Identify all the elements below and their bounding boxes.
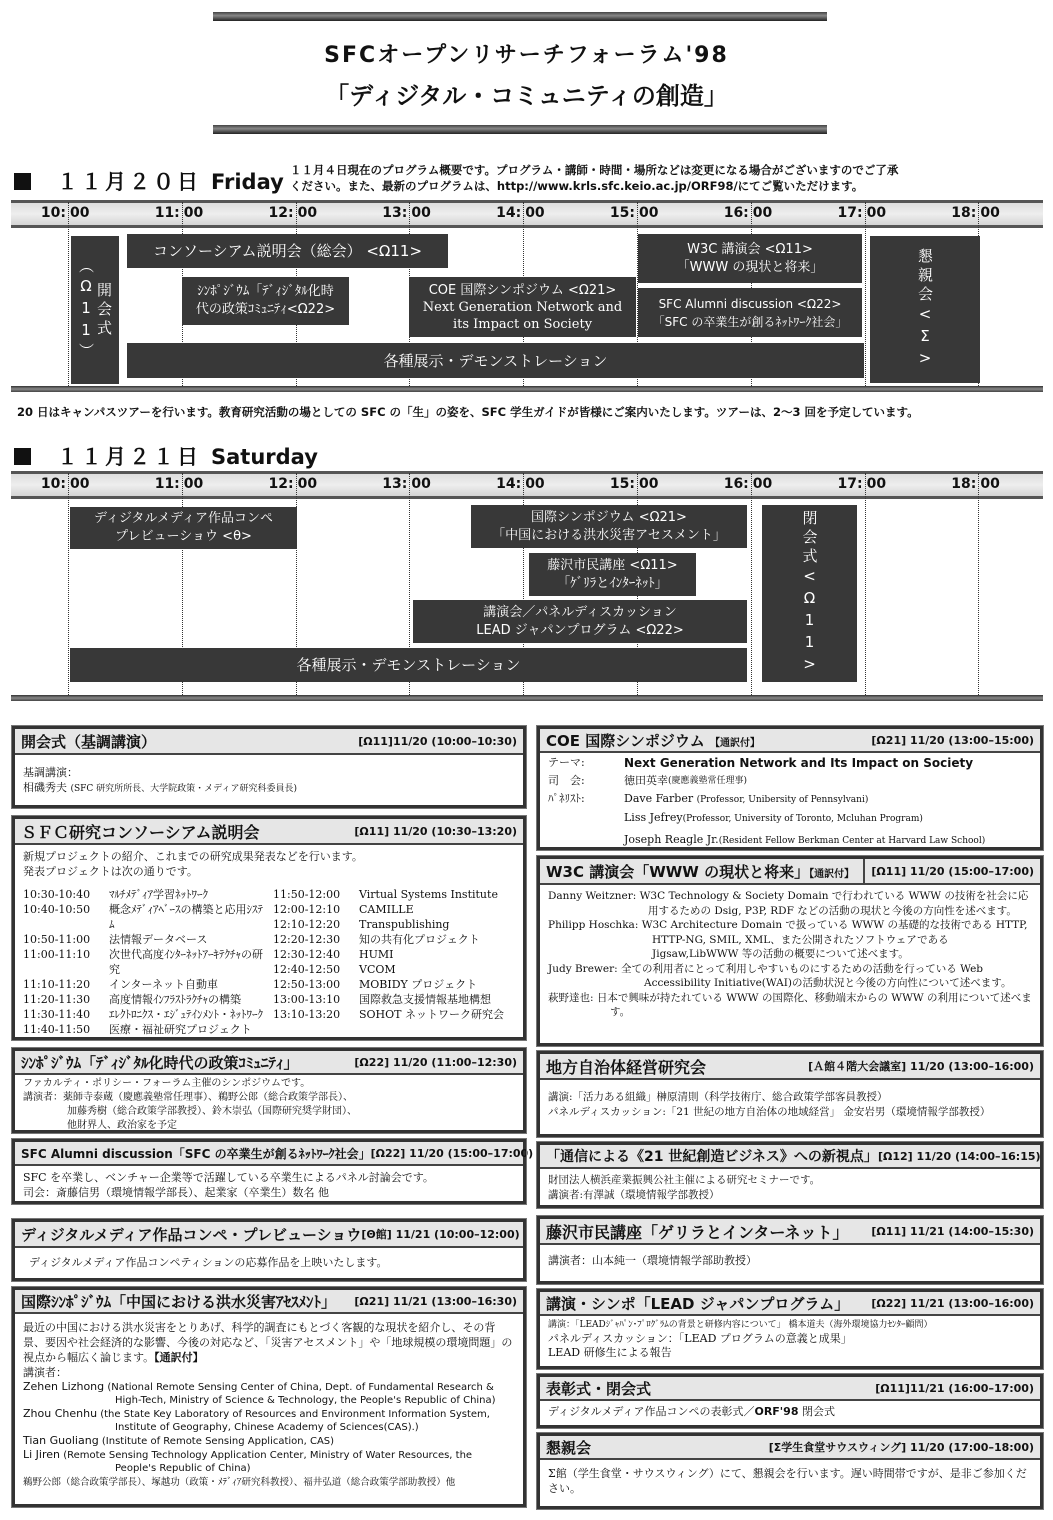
theme-text: Next Generation Network and Its Impact on Society (624, 756, 974, 770)
saturday-exhibits[interactable] (70, 648, 747, 682)
box-text: 司会：斎藤信男（環境情報学部長）、起業家（卒業生）数名 他 (23, 1186, 329, 1199)
event-label: its Impact on Society (452, 316, 593, 332)
project-time: 12:50-13:00 (273, 978, 341, 991)
tick-hour: 16: (723, 205, 749, 221)
panelist-affil: (Professor, Unibersity of Pennsylvani) (696, 795, 869, 805)
box-text: 鵜野公郎（総合政策学部長）、塚越功（政策・ﾒﾃﾞｨｱ研究科教授）、福井弘道（総合政策学部助教授）他 (23, 1477, 456, 1488)
box-business-seminar (537, 1142, 1043, 1208)
box-when: [Ω12] 11/20 (14:00–16:15) (877, 1149, 1041, 1163)
bullet-square-icon (14, 173, 31, 190)
saturday-time-axis (11, 471, 1043, 499)
saturday-china-symposium[interactable] (471, 505, 747, 548)
event-label: 開会式（Ω11） (77, 258, 113, 362)
event-label: Next Generation Network and (422, 299, 623, 315)
tick-minute: 00 (297, 476, 318, 492)
box-text (23, 780, 515, 797)
speaker-name: Philipp Hoschka: (548, 919, 639, 931)
project-time: 12:00-12:10 (273, 903, 341, 916)
speaker-name: Tian Guoliang (23, 1434, 99, 1447)
project-row (273, 977, 515, 992)
box-when: [Ω11] 11/20 (10:30–13:20) (354, 824, 517, 838)
event-label: 講演会／パネルディスカッション (483, 604, 677, 620)
box-fujisawa-lecture (537, 1216, 1043, 1284)
project-name: 法情報データベース (109, 933, 208, 946)
panelist (624, 790, 985, 809)
friday-exhibits[interactable] (127, 343, 864, 378)
box-title (546, 730, 760, 751)
project-name: 高度情報ｲﾝﾌﾗｽﾄﾗｸﾁｬの構築 (109, 993, 241, 1006)
event-label: ディジタルメディア作品コンペ (93, 511, 273, 526)
event-label: COE 国際シンポジウム <Ω21> (428, 282, 617, 298)
box-text: パネルディスカッション：「LEAD プログラムの意義と成果」 (548, 1332, 852, 1345)
text-part: ディジタルメディア作品コンペの表彰式／ (548, 1405, 755, 1418)
tick-hour: 10: (40, 205, 66, 221)
project-row (23, 1007, 265, 1022)
box-when: [Ω11]11/21 (16:00–17:00) (875, 1381, 1034, 1395)
event-label: W3C 講演会 <Ω11> (687, 241, 813, 257)
project-name: 知の共有化プロジェクト (359, 933, 480, 946)
text-part: 閉会式 (798, 1405, 835, 1418)
hour-gridline (68, 202, 69, 390)
tick-minute: 00 (639, 205, 659, 221)
project-row (273, 1007, 515, 1022)
speaker-entry (23, 1407, 515, 1434)
speaker-name: Judy Brewer: (548, 962, 618, 975)
friday-reception[interactable] (870, 236, 980, 383)
saturday-weekday: Saturday (211, 445, 318, 469)
project-name: 次世代高度ｲﾝﾀｰﾈｯﾄｱｰｷﾃｸﾁｬの研究 (109, 948, 263, 976)
project-row (273, 962, 515, 977)
project-name: HUMI (359, 948, 394, 961)
project-name: VCOM (359, 963, 396, 976)
project-name: 国際救急支援情報基地構想 (359, 993, 491, 1006)
row-label: ﾊﾟﾈﾘｽﾄ: (548, 792, 585, 805)
coe-panel-row (548, 790, 1032, 850)
interpretation-tag: 【通訳付】 (809, 868, 855, 880)
project-row (23, 932, 265, 947)
project-time: 12:30-12:40 (273, 948, 341, 961)
speaker-text: W3C Technology & Society Domain で行われている WWW の技術を社会に応用するための Dsig, P3P, RDF などの活動の現状と今後の方向性を述べます。 (639, 890, 1029, 917)
panelist-name: Liss Jefrey (624, 811, 683, 824)
box-text (548, 1404, 1032, 1419)
saturday-digital-media-preview[interactable] (70, 507, 297, 549)
event-label: コンソーシアム説明会（総会） <Ω11> (152, 242, 423, 260)
project-row (273, 917, 515, 932)
event-label: 国際シンポジウム <Ω21> (531, 509, 687, 525)
speaker-text: 日本で興味が持たれている WWW の国際化、移動端末からの WWW の利用について述べます。 (596, 991, 1032, 1018)
hour-gridline (68, 473, 69, 699)
event-label: プレビューショウ <θ> (115, 529, 252, 544)
panelist (624, 809, 985, 828)
box-alumni (12, 1139, 534, 1204)
saturday-fujisawa-lecture[interactable] (529, 553, 696, 596)
speaker-text: W3C Architecture Domain で扱っている WWW の基礎的な技術である HTTP, HTTP-NG, SMIL, XML、また公開されたソフトウェアである Jigsaw,LibWWW 等の活動の概要について述べます。 (641, 919, 1028, 960)
project-time: 10:40-10:50 (23, 903, 91, 916)
tick-hour: 18: (951, 205, 977, 221)
tick-minute: 00 (411, 205, 431, 221)
friday-opening-ceremony[interactable] (71, 236, 119, 384)
speaker-entry (23, 1380, 515, 1407)
speaker-affil: (the State Key Laboratory of Resources and Environment Information System, Institute of Geography, Chinese Academy of Sciences(CAS).) (100, 1409, 490, 1433)
hour-gridline (751, 473, 752, 699)
project-time: 11:30-11:40 (23, 1008, 91, 1021)
friday-w3c-lecture[interactable] (638, 234, 862, 283)
tick-hour: 13: (382, 205, 408, 221)
tick-minute: 00 (752, 205, 773, 221)
box-title: ディジタルメディア作品コンペ・プレビューショウ (21, 1225, 362, 1244)
tick-minute: 00 (525, 205, 545, 221)
box-when: [Ω22] 11/20 (15:00–17:00) (370, 1146, 534, 1160)
event-label: 「SFC の卒業生が創るﾈｯﾄﾜｰｸ社会」 (652, 314, 848, 329)
tick-hour: 10: (40, 476, 66, 492)
saturday-heading (14, 441, 318, 471)
notice-line-2: ください。また、最新のプログラムは、http://www.krls.sfc.keio.ac.jp/ORF98/にてご覧いただけます。 (290, 179, 864, 193)
box-text: 財団法人横浜産業振興公社主催による研究セミナーです。 (548, 1174, 821, 1186)
tick-minute: 00 (525, 476, 545, 492)
box-text (23, 1320, 515, 1365)
speaker-name: 萩野達也: (548, 991, 594, 1004)
box-china-symposium (12, 1287, 526, 1507)
tick-minute: 00 (980, 476, 1000, 492)
tick-hour: 17: (837, 476, 863, 492)
tick-hour: 16: (723, 476, 749, 492)
panelist-affil: (Professor, University of Toronto, Mcluhan Program) (682, 814, 923, 824)
friday-coe-symposium[interactable] (409, 277, 636, 337)
tick-minute: 00 (980, 205, 1000, 221)
box-title: SFC Alumni discussion「SFC の卒業生が創るﾈｯﾄﾜｰｸ社会」 (21, 1146, 371, 1161)
box-title: ＳＦＣ研究コンソーシアム説明会 (21, 822, 260, 842)
box-text: ディジタルメディア作品コンペティションの応募作品を上映いたします。 (29, 1256, 388, 1269)
box-text: 発表プロジェクトは次の通りです。 (23, 865, 198, 878)
project-time: 12:20-12:30 (273, 933, 341, 946)
project-row (23, 1022, 265, 1037)
hour-gridline (865, 473, 866, 699)
tick-minute: 00 (183, 205, 204, 221)
speaker-affil: (SFC 研究所所長、大学院政策・メディア研究科委員長) (70, 784, 297, 794)
speaker-entry (23, 1448, 515, 1475)
tick-minute: 00 (411, 476, 431, 492)
row-label: 司 会: (548, 774, 585, 787)
tick-hour: 14: (496, 476, 522, 492)
box-text: Σ館（学生食堂・サウスウィング）にて、懇親会を行います。遅い時間帯ですが、是非ご参加ください。 (548, 1467, 1027, 1495)
box-reception (537, 1433, 1043, 1509)
box-title: 藤沢市民講座「ゲリラとインターネット」 (546, 1222, 849, 1242)
text-part: ORF'98 (754, 1405, 799, 1418)
speaker-name: Zehen Lizhong (23, 1380, 105, 1393)
tick-minute: 00 (752, 476, 773, 492)
project-row (23, 887, 265, 902)
forum-title: SFCオープンリサーチフォーラム'98 (324, 43, 729, 68)
box-text: ファカルティ・ポリシー・フォーラム主催のシンポジウムです。 (23, 1078, 311, 1089)
tick-minute: 00 (297, 205, 318, 221)
project-time: 11:40-11:50 (23, 1023, 91, 1036)
box-title: 国際ｼﾝﾎﾟｼﾞｳﾑ「中国における洪水災害ｱｾｽﾒﾝﾄ」 (21, 1292, 337, 1311)
box-title: 表彰式・閉会式 (546, 1379, 652, 1398)
tick-minute: 00 (639, 476, 659, 492)
box-when: [Ａ館４階大会議室] 11/20 (13:00–16:00) (808, 1060, 1034, 1073)
friday-alumni-discussion[interactable] (638, 288, 862, 337)
panelist-name: Dave Farber (624, 792, 697, 805)
box-w3c-lecture (537, 856, 1043, 1046)
project-time: 12:40-12:50 (273, 963, 341, 976)
friday-policy-symposium[interactable] (182, 277, 349, 325)
forum-subtitle: 「ディジタル・コミュニティの創造」 (325, 82, 728, 110)
tick-hour: 12: (268, 205, 294, 221)
box-lead-program (537, 1289, 1043, 1369)
title-rule-bottom (213, 125, 827, 134)
box-text: 基調講演： (23, 766, 78, 779)
saturday-closing-ceremony[interactable] (762, 505, 857, 682)
box-when: [Ω11] 11/20 (15:00–17:00) (863, 859, 1040, 883)
program-notice (290, 162, 1045, 194)
box-title: 懇親会 (546, 1438, 592, 1457)
tick-hour: 12: (268, 476, 294, 492)
box-title: ｼﾝﾎﾟｼﾞｳﾑ「ﾃﾞｨｼﾞﾀﾙ化時代の政策ｺﾐｭﾆﾃｨ」 (21, 1053, 299, 1072)
project-name: MOBIDY プロジェクト (359, 978, 478, 991)
friday-weekday: Friday (211, 170, 284, 194)
tick-hour: 15: (609, 476, 635, 492)
project-name: インターネット自動車 (109, 978, 219, 991)
friday-axis-bottom (11, 386, 1043, 392)
project-row (273, 902, 515, 917)
tick-hour: 18: (951, 476, 977, 492)
box-when: [Ω21] 11/20 (13:00–15:00) (871, 733, 1034, 747)
project-row (273, 947, 515, 962)
box-text: LEAD 研修生による報告 (548, 1346, 672, 1359)
box-opening (12, 726, 526, 808)
tick-minute: 00 (866, 205, 887, 221)
panelist-name: Joseph Reagle Jr. (624, 833, 719, 846)
w3c-speaker-entry (548, 991, 1032, 1020)
event-label: ｼﾝﾎﾟｼﾞｳﾑ「ﾃﾞｨｼﾞﾀﾙ化時 (197, 284, 334, 299)
row-label: テーマ: (548, 756, 585, 769)
friday-time-axis (11, 200, 1043, 228)
saturday-date: １１月２１日 (57, 445, 201, 469)
event-label: 各種展示・デモンストレーション (296, 656, 521, 674)
friday-date: １１月２０日 (57, 170, 201, 194)
box-when: [Ω22] 11/21 (13:00–16:00) (871, 1296, 1034, 1310)
event-label: LEAD ジャパンプログラム <Ω22> (476, 622, 684, 638)
w3c-speaker-entry (548, 918, 1032, 962)
box-when: [Ω21] 11/21 (13:00–16:30) (354, 1294, 517, 1308)
title-text: COE 国際シンポジウム (546, 731, 705, 750)
box-text: 講演：「LEADｼﾞｬﾊﾟﾝ･ﾌﾟﾛｸﾞﾗﾑの背景と研修内容について」 橋本道夫（海外環境協力ｾﾝﾀｰ顧問） (548, 1320, 933, 1330)
project-time: 10:30-10:40 (23, 888, 91, 901)
saturday-axis-bottom (11, 695, 1043, 701)
speaker-name: Zhou Chenhu (23, 1407, 98, 1420)
box-text: 加藤秀樹（総合政策学部教授）、鈴木崇弘（国際研究奨学財団）、 (67, 1106, 357, 1117)
chair-affil: (慶應義塾常任理事) (668, 776, 748, 786)
box-text: 講演者： (23, 1366, 67, 1379)
tick-hour: 15: (609, 205, 635, 221)
speaker-entry (23, 1434, 515, 1448)
coe-chair-row (548, 772, 1032, 790)
campus-tour-note: 20 日はキャンパスツアーを行います。教育研究活動の場としての SFC の「生」の姿を、SFC 学生ガイドが皆様にご案内いたします。ツアーは、2〜3 回を予定しています。 (17, 405, 919, 419)
project-name: ｴﾚｸﾄﾛﾆｸｽ・ｴｼﾞｭﾃｲﾝﾒﾝﾄ・ﾈｯﾄﾜｰｸ (109, 1008, 263, 1021)
interpretation-tag: 【通訳付】 (154, 1351, 204, 1364)
box-awards-closing (537, 1374, 1043, 1428)
bullet-square-icon (14, 448, 31, 465)
box-when: [Ω11]11/20 (10:00–10:30) (358, 734, 517, 748)
box-when: [Ω11] 11/21 (14:00–15:30) (871, 1224, 1034, 1238)
friday-consortium[interactable] (127, 234, 448, 268)
project-row (273, 887, 515, 902)
tick-minute: 00 (70, 476, 90, 492)
tick-minute: 00 (183, 476, 204, 492)
box-text: SFC を卒業し、ベンチャー企業等で活躍している卒業生によるパネル討論会です。 (23, 1171, 434, 1184)
project-time: 12:10-12:20 (273, 918, 341, 931)
project-time: 11:20-11:30 (23, 993, 91, 1006)
event-label: 各種展示・デモンストレーション (383, 351, 608, 370)
box-coe-symposium (537, 726, 1043, 850)
tick-minute: 00 (866, 476, 887, 492)
coe-theme-row (548, 754, 1032, 772)
box-text: パネルディスカッション:「21 世紀の地方自治体の地域経営」 金安岩男（環境情報学部教授） (548, 1106, 991, 1118)
event-label: 閉会式<Ω11> (800, 510, 819, 677)
w3c-speaker-entry (548, 962, 1032, 991)
tick-hour: 17: (837, 205, 863, 221)
box-title: 地方自治体経営研究会 (546, 1057, 707, 1077)
box-text: 新規プロジェクトの紹介、これまでの研究成果発表などを行います。 (23, 850, 363, 863)
project-name: Virtual Systems Institute (359, 888, 498, 901)
project-name: 概念ﾒﾃﾞｨｱﾍﾞｰｽの構築と応用ｼｽﾃﾑ (109, 903, 263, 931)
box-title: 開会式（基調講演） (21, 732, 157, 751)
event-label: 「WWW の現状と将来」 (676, 259, 824, 275)
box-when: [Σ学生食堂サウスウィング] 11/20 (17:00–18:00) (768, 1441, 1034, 1454)
box-text: 講演:「活力ある組織」榊原清則（科学技術庁、総合政策学部客員教授） (548, 1091, 888, 1103)
speaker-name: Danny Weitzner: (548, 890, 637, 902)
box-title (546, 861, 854, 882)
box-title: 「通信による《21 世紀創造ビジネス》への新視点」 (546, 1149, 878, 1165)
project-time: 10:50-11:00 (23, 933, 91, 946)
project-name: 医療・福祉研究プロジェクト (109, 1023, 252, 1036)
project-row (23, 992, 265, 1007)
interpretation-tag: 【通訳付】 (709, 737, 760, 749)
project-row (23, 902, 265, 932)
box-local-government (537, 1051, 1043, 1137)
project-name: ﾏﾙﾁﾒﾃﾞｨｱ学習ﾈｯﾄﾜｰｸ (109, 888, 208, 901)
panelist (624, 831, 985, 850)
event-label: 代の政策ｺﾐｭﾆﾃｨ<Ω22> (195, 302, 336, 317)
tick-hour: 13: (382, 476, 408, 492)
saturday-lead-program[interactable] (413, 600, 747, 643)
tick-hour: 11: (154, 205, 180, 221)
box-digital-media (12, 1219, 526, 1281)
box-title: 講演・シンポ「LEAD ジャパンプログラム」 (546, 1294, 850, 1313)
event-label: 藤沢市民講座 <Ω11> (547, 557, 678, 573)
chair-name: 徳田英幸 (624, 774, 668, 787)
project-time: 11:50-12:00 (273, 888, 341, 901)
box-when: [Θ館] 11/21 (10:00–12:00) (361, 1228, 520, 1241)
box-text: 講演者：山本純一（環境情報学部助教授） (548, 1254, 757, 1267)
tick-minute: 00 (70, 205, 90, 221)
box-consortium (12, 816, 526, 1040)
hour-gridline (865, 202, 866, 390)
box-when: [Ω22] 11/20 (11:00–12:30) (354, 1055, 517, 1069)
desc-text: 最近の中国における洪水災害をとりあげ、科学的調査にもとづく客観的な現状を紹介し、その背景、要因や社会経済的な影響、今後の対応など、「災害アセスメント」や「地球規模の環境問題」の視点から幅広く論じます。 (23, 1321, 513, 1364)
speaker-text: 全ての利用者にとって利用しやすいものにするための活動を行っている Web Accessibility Initiative(WAI)の活動状況と今後の方向性について述べます。 (621, 962, 1012, 989)
box-text: 他財界人、政治家を予定 (67, 1120, 177, 1131)
project-name: SOHOT ネットワーク研究会 (359, 1008, 504, 1021)
speaker-name: 相磯秀夫 (23, 781, 67, 794)
hour-gridline (978, 473, 979, 699)
project-time: 11:10-11:20 (23, 978, 91, 991)
project-time: 11:00-11:10 (23, 948, 91, 961)
w3c-speaker-entry (548, 889, 1032, 918)
panelist-affil: (Resident Fellow Berkman Center at Harvard Law School) (718, 836, 986, 846)
friday-heading (14, 166, 284, 196)
event-label: SFC Alumni discussion <Ω22> (658, 296, 842, 311)
project-time: 13:10-13:20 (273, 1008, 341, 1021)
box-text: 講演者：薬師寺泰蔵（慶應義塾常任理事）、鵜野公郎（総合政策学部長）、 (23, 1092, 353, 1103)
notice-line-1: １１月４日現在のプログラム概要です。プログラム・講師・時間・場所などは変更になる場合がございますのでご了承 (290, 163, 899, 177)
event-label: 懇親会<Σ> (916, 248, 934, 371)
project-row (23, 977, 265, 992)
project-row (273, 992, 515, 1007)
project-row (23, 947, 265, 977)
project-time: 13:00-13:10 (273, 993, 341, 1006)
tick-hour: 14: (496, 205, 522, 221)
speaker-affil: (Remote Sensing Technology Application Center, Ministry of Water Resources, the People's Republic of China) (63, 1450, 473, 1474)
box-policy-symposium (12, 1048, 526, 1133)
speaker-affil: (Institute of Remote Sensing Application, CAS) (101, 1436, 335, 1447)
speaker-name: Li Jiren (23, 1448, 61, 1461)
box-text: 講演者:有澤誠（環境情報学部教授） (548, 1189, 720, 1201)
tick-hour: 11: (154, 476, 180, 492)
speaker-affil: (National Remote Sensing Center of China, Dept. of Fundamental Research & High-Tech, Ministry of Science & Technology, the People's Republic of China) (107, 1382, 496, 1406)
title-text: W3C 講演会「WWW の現状と将来」 (546, 862, 810, 881)
event-label: 「中国における洪水災害アセスメント」 (492, 527, 726, 543)
event-label: 「ｹﾞﾘﾗとｲﾝﾀｰﾈｯﾄ」 (557, 575, 668, 591)
project-row (273, 932, 515, 947)
project-name: Transpublishing (359, 918, 450, 931)
project-name: CAMILLE (359, 903, 414, 916)
title-rule-top (213, 12, 827, 21)
